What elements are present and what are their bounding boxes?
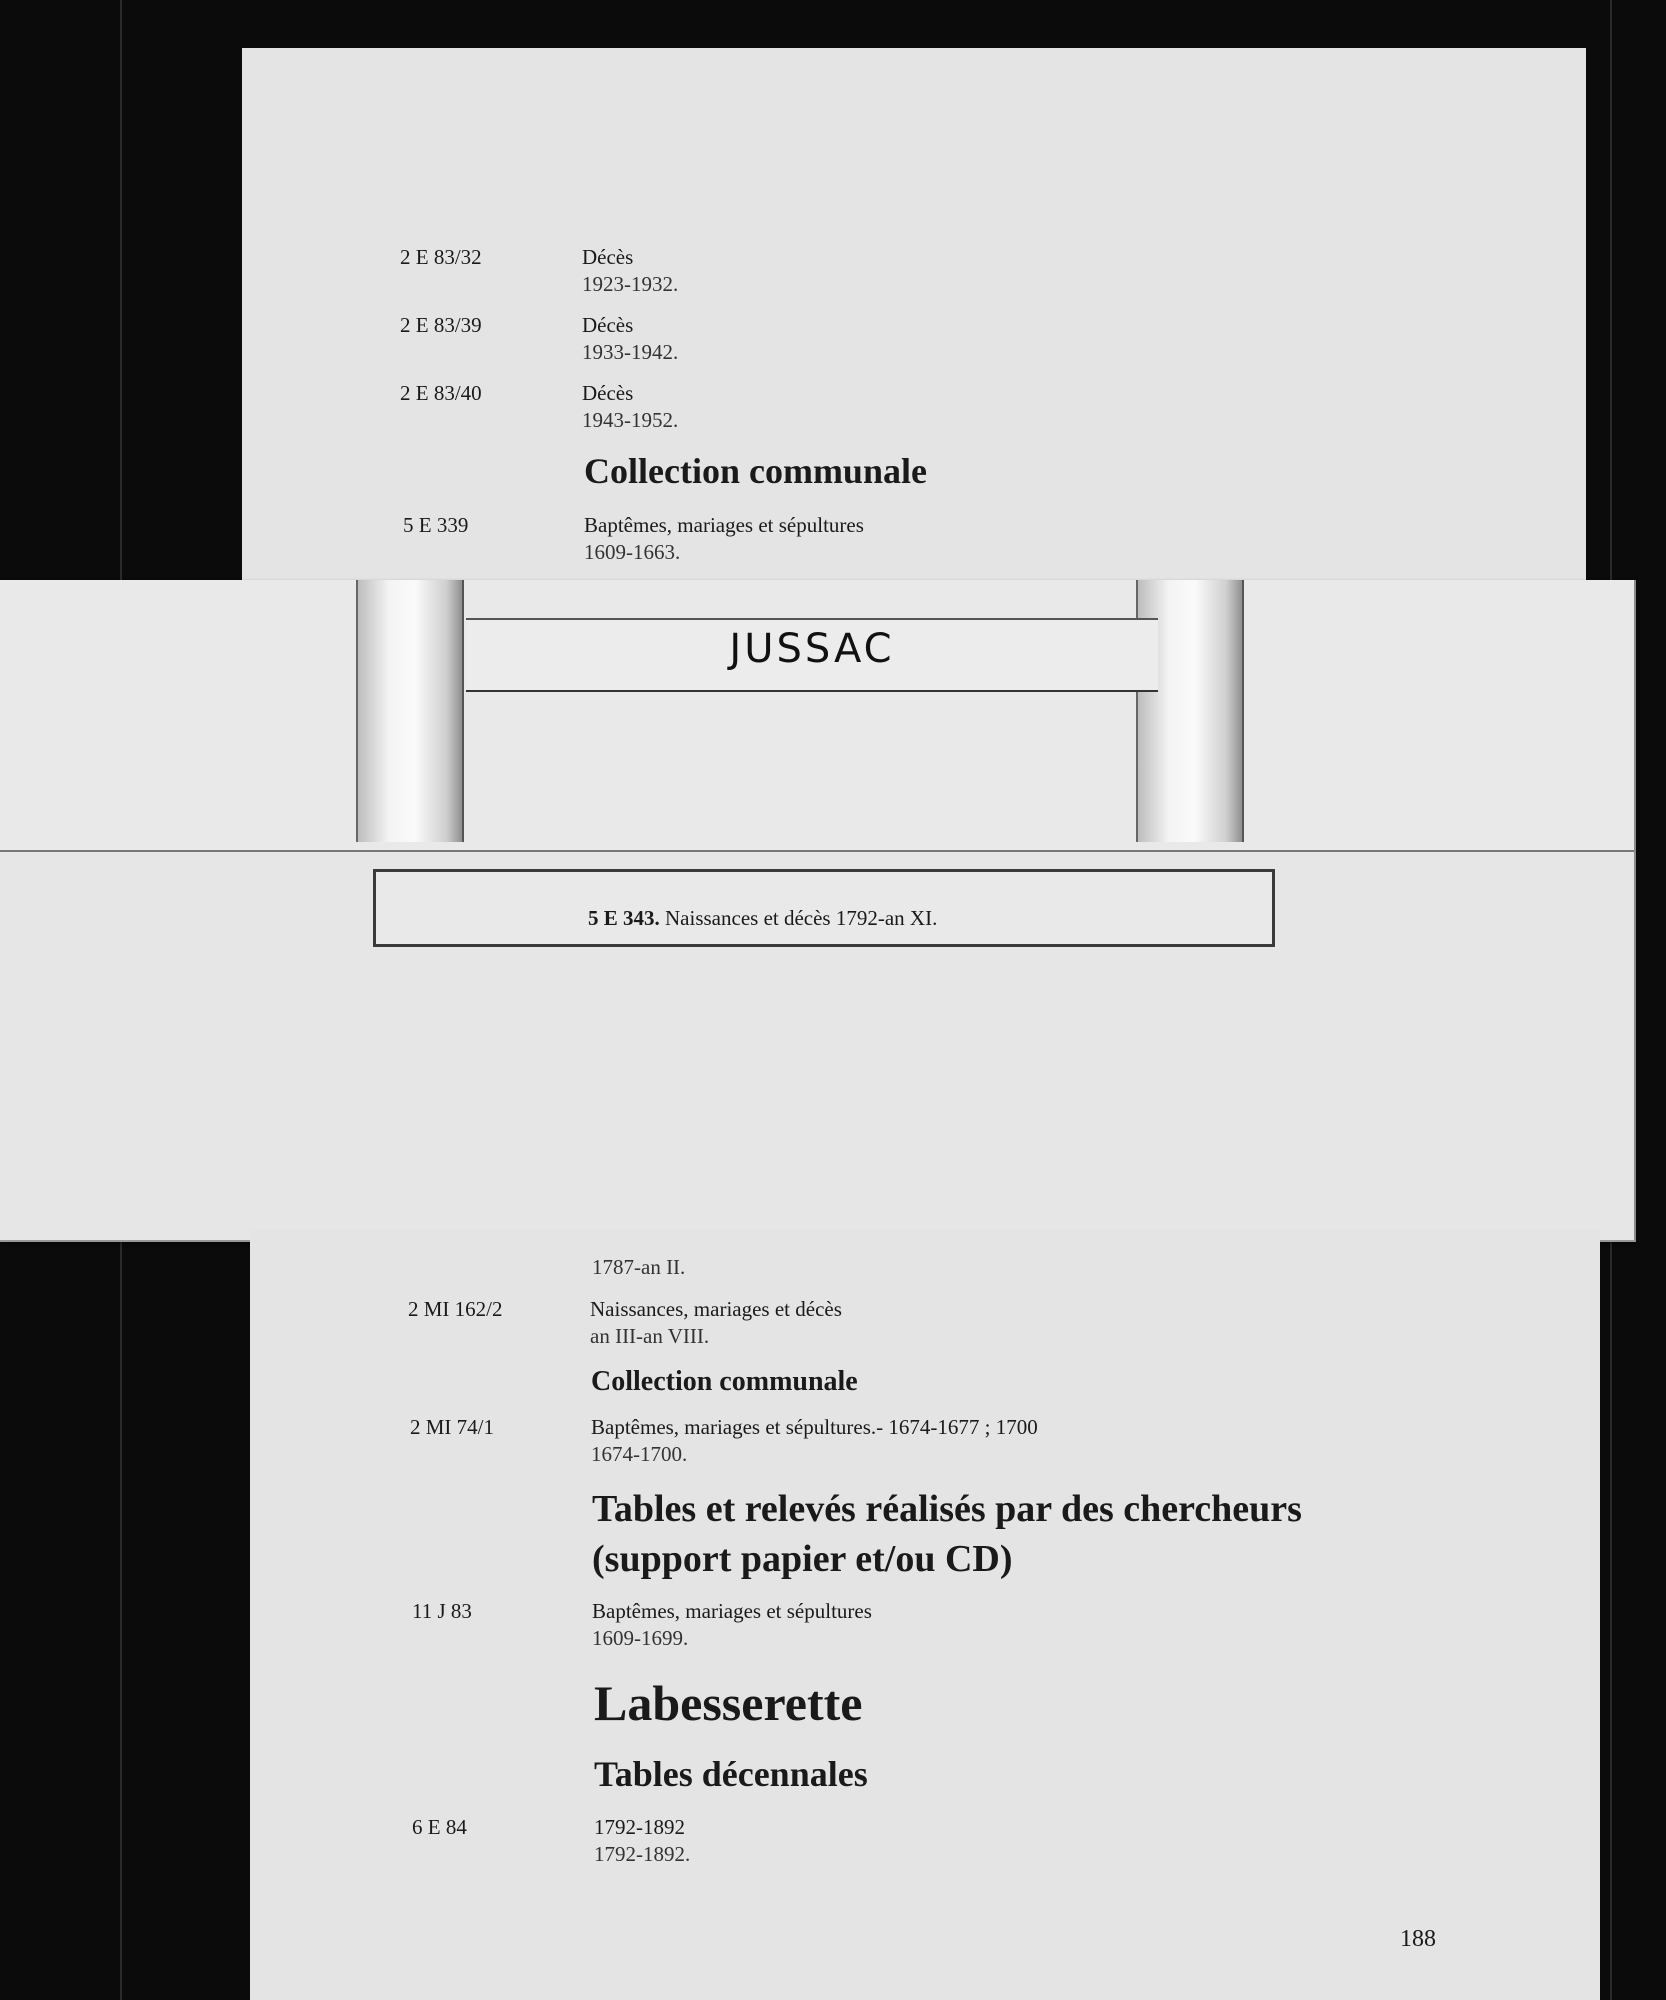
entry-ref: 2 E 83/32 — [400, 245, 482, 269]
heading-tables-line-2: (support papier et/ou CD) — [592, 1538, 1013, 1580]
entry-desc — [590, 1296, 842, 1350]
entry-desc — [582, 244, 678, 298]
entry-ref: 2 MI 74/1 — [410, 1415, 494, 1439]
entry-desc — [592, 1254, 685, 1281]
entry-desc — [594, 1814, 690, 1868]
entry-years: 1674-1700. — [591, 1442, 688, 1466]
entry-desc — [584, 512, 864, 566]
entry-ref: 2 MI 162/2 — [408, 1297, 503, 1321]
entry-desc — [591, 1414, 1038, 1468]
heading-collection-communale-2: Collection communale — [591, 1366, 858, 1397]
label-box — [466, 618, 1158, 692]
inset-note — [373, 869, 1275, 947]
entry-ref: 2 E 83/40 — [400, 381, 482, 405]
entry-years: an III-an VIII. — [590, 1324, 710, 1348]
entry-description: Baptêmes, mariages et sépultures — [584, 513, 864, 537]
entry-years: 1933-1942. — [582, 340, 679, 364]
entry-description: 1792-1892 — [594, 1815, 685, 1839]
inset-description: Naissances et décès 1792-an XI. — [665, 906, 938, 930]
inset-ref: 5 E 343. — [588, 906, 660, 930]
entry-years: 1792-1892. — [594, 1842, 691, 1866]
entry-years: 1943-1952. — [582, 408, 679, 432]
heading-tables-releves — [592, 1484, 1302, 1584]
entry-ref: 2 E 83/39 — [400, 313, 482, 337]
entry-ref: 5 E 339 — [403, 513, 469, 537]
heading-tables-line-1: Tables et relevés réalisés par des chercheurs — [592, 1488, 1302, 1530]
handwritten-label: JUSSAC — [729, 626, 895, 672]
entry-description: Baptêmes, mariages et sépultures — [592, 1599, 872, 1623]
entry-ref: 6 E 84 — [412, 1815, 467, 1839]
entry-desc — [592, 1598, 872, 1652]
binder-clip-left — [356, 580, 464, 842]
heading-collection-communale: Collection communale — [584, 451, 927, 491]
entry-description: Décès — [582, 381, 634, 405]
heading-labesserette: Labesserette — [594, 1675, 863, 1731]
inset-text — [588, 906, 937, 931]
entry-description: Baptêmes, mariages et sépultures.- 1674-1677 ; 1700 — [591, 1415, 1038, 1439]
entry-description: Décès — [582, 313, 634, 337]
entry-desc — [582, 380, 678, 434]
entry-years: 1609-1663. — [584, 540, 681, 564]
page-number: 188 — [1400, 1926, 1436, 1952]
entry-years: 1923-1932. — [582, 272, 679, 296]
entry-description: Naissances, mariages et décès — [590, 1297, 842, 1321]
entry-desc — [582, 312, 678, 366]
entry-ref: 11 J 83 — [412, 1599, 472, 1623]
heading-tables-decennales: Tables décennales — [594, 1754, 868, 1794]
entry-description: Décès — [582, 245, 634, 269]
entry-years: 1609-1699. — [592, 1626, 689, 1650]
entry-years: 1787-an II. — [592, 1255, 686, 1279]
